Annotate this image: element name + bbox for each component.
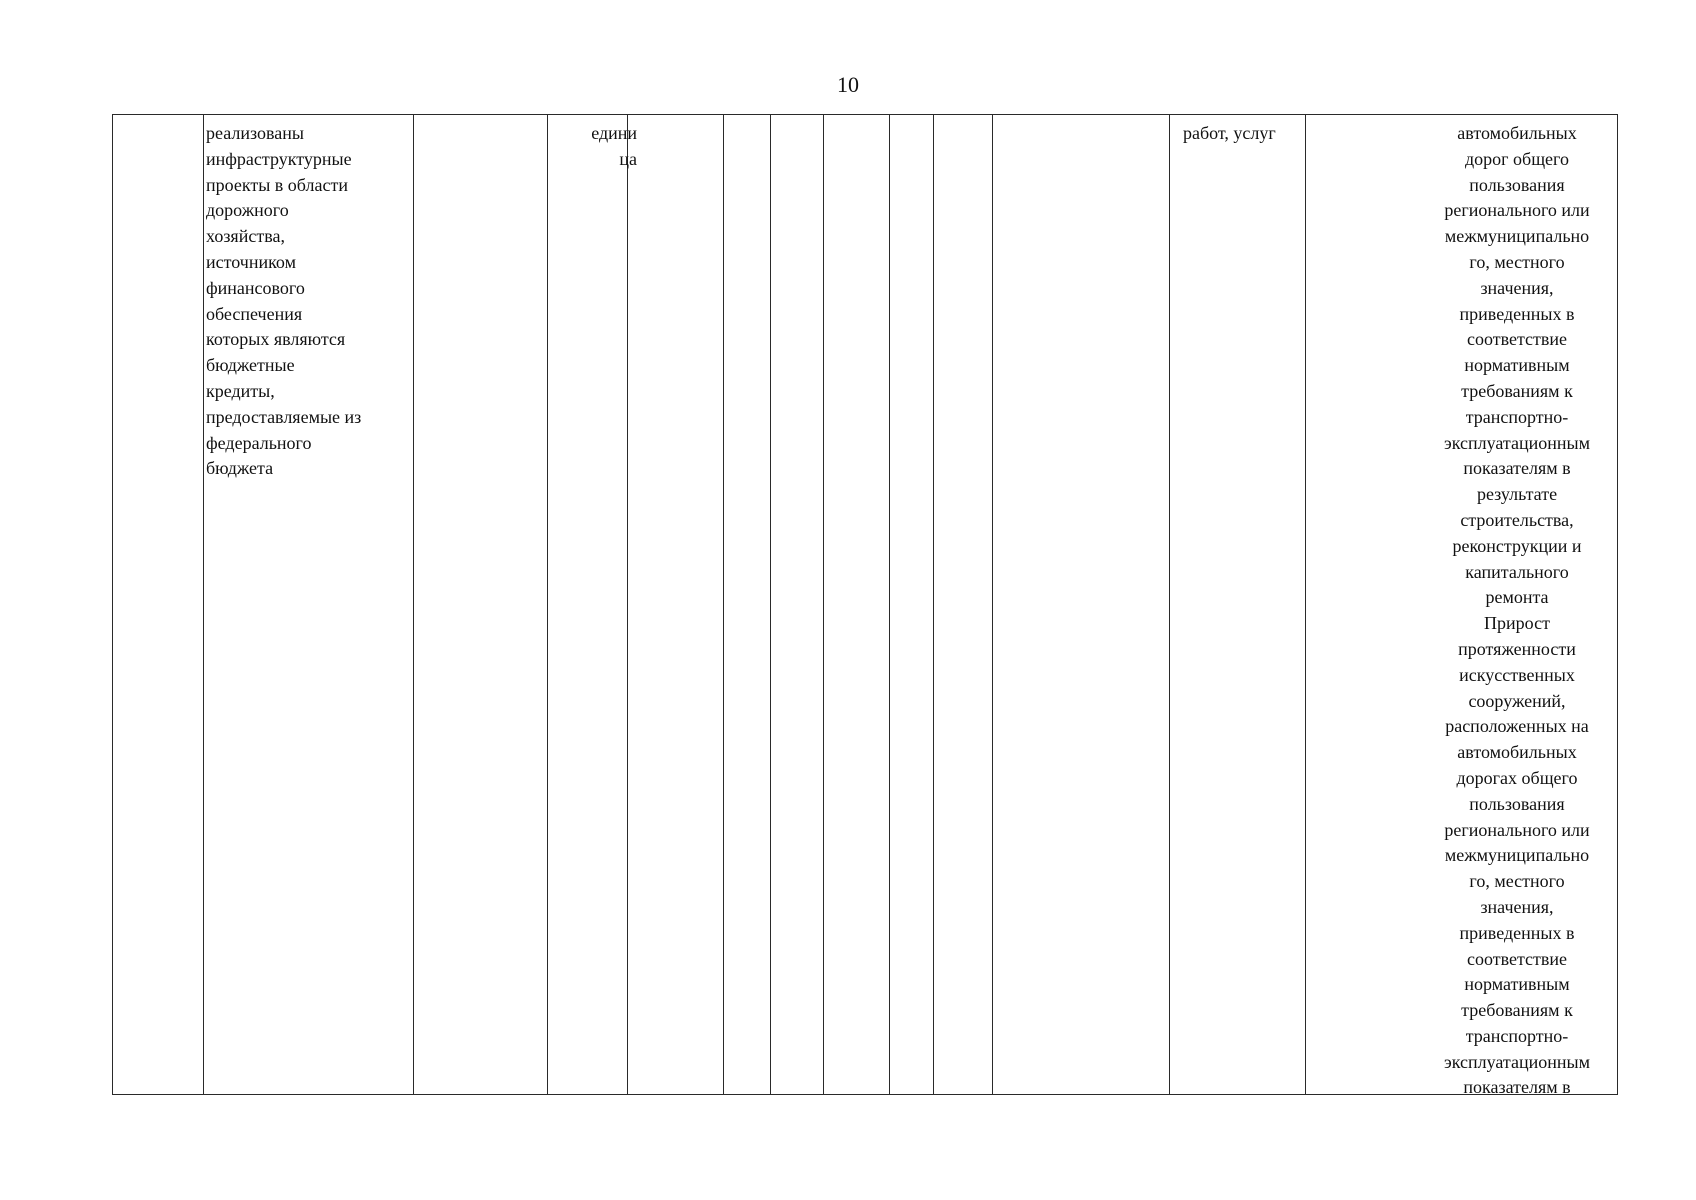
document-table xyxy=(112,114,1618,1098)
column-divider xyxy=(823,115,824,1094)
column-divider xyxy=(627,115,628,1094)
cell-description: реализованы инфраструктурные проекты в области дорожного хозяйства, источником финансового обеспечения которых являются бюджетные кредиты, предоставляемые из федерального бюджета xyxy=(206,123,362,479)
column-divider xyxy=(770,115,771,1094)
column-divider xyxy=(1305,115,1306,1094)
column-divider xyxy=(203,115,204,1094)
column-divider xyxy=(889,115,890,1094)
column-divider xyxy=(992,115,993,1094)
column-divider xyxy=(547,115,548,1094)
page-number: 10 xyxy=(837,72,859,97)
cell-indicator: автомобильных дорог общего пользования регионального или межмуниципально го, местного значения, приведенных в соответствие нормативным требованиям к транспортно- эксплуатационным показателям в результате строительства, реконструкции и капитального ремонта Прирост протяженности искусственных сооружений, расположенных на автомобильных дорогах общего пользования регионального или межмуниципально го, местного значения, приведенных в соответствие нормативным требованиям к транспортно- эксплуатационным показателям в xyxy=(1443,123,1590,1098)
cell-unit: едини ца xyxy=(591,123,637,169)
column-divider xyxy=(723,115,724,1094)
column-divider xyxy=(933,115,934,1094)
column-divider xyxy=(1169,115,1170,1094)
cell-source: работ, услуг xyxy=(1183,123,1276,143)
